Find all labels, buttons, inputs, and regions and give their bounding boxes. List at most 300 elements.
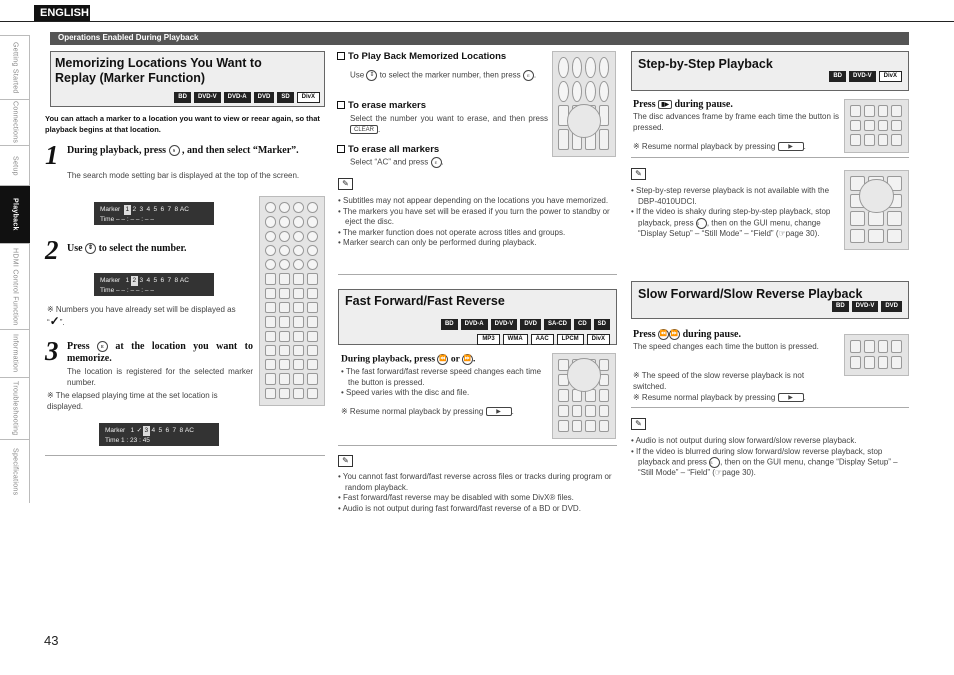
remote-button [585,420,596,432]
remote-button [850,134,861,146]
remote-illustration [552,51,616,157]
remote-button [293,202,304,213]
remote-button [868,229,883,244]
ffwd-badges-2 [345,334,610,345]
section-bar: Operations Enabled During Playback [50,32,909,45]
remote-button [307,259,318,270]
note-item: • Audio is not output during fast forward/fast reverse of a BD or DVD. [338,503,581,513]
step2-number: 2 [45,235,59,265]
marker-number: 2 [132,277,137,284]
remote-button [887,211,902,226]
remote-button [265,331,276,342]
format-badge-dvd: DVD [881,301,902,312]
step-resume-text: ※ Resume normal playback by pressing [633,142,776,151]
remote-button [279,373,290,384]
remote-button [850,120,861,132]
remote-button [293,331,304,342]
sidebar-tab-label: Setup [11,155,19,176]
note-item: • Subtitles may not appear depending on the locations you have memorized. [338,196,609,205]
sidebar-tab-label: Troubleshooting [11,381,19,436]
note-pencil-icon: ✎ [631,168,646,180]
sidebar-tab-label: Getting Started [11,41,19,94]
remote-button [265,231,276,242]
divider [338,274,617,275]
format-badge-sd: SD [277,92,293,103]
remote-button [307,216,318,227]
remote-button [887,229,902,244]
marker-number: 3 [139,206,144,213]
play-memorized-title [337,52,506,63]
step-note-2: • If the video is shaky during step-by-step playback, stop playback, press S , then on the GUI menu, change “Display Setup” – “Still Mode” – “Field” (☞page 30). [631,207,831,238]
erase-all-text-a: Select “AC” and press [350,157,429,167]
sidebar-tab-hdmi-control-function[interactable] [0,243,30,329]
remote-button [864,134,875,146]
step2-note-text: ※ Numbers you have already set will be displayed as “ [47,305,236,327]
note-item: • Speed varies with the disc and file. [341,388,470,397]
marker-number: 8 [174,277,179,284]
remote-button [293,216,304,227]
remote-button [558,405,569,417]
marker-time: Time – – : – – : – – [100,287,154,294]
step1-number: 1 [45,140,59,170]
step-note-2c: page 30). [785,228,820,238]
marker-numbers [124,277,187,284]
setup-button-icon: S [709,457,720,468]
slow-lead [633,329,741,340]
remote-button [265,359,276,370]
play-memorized-title-text: To Play Back Memorized Locations [348,51,507,62]
format-badge-sa-cd: SA-CD [544,319,571,330]
remote-button [850,340,861,353]
remote-button [279,331,290,342]
remote-button [558,129,569,150]
format-badge-dvd: DVD [520,319,541,330]
remote-button [878,340,889,353]
remote-button [307,202,318,213]
marker-number: 3 [139,277,144,284]
marker-number: 1 [130,427,135,434]
step-badges [638,71,902,82]
remote-button [265,316,276,327]
memorize-notes [338,196,617,249]
erase-all-title [337,145,439,156]
remote-illustration [844,170,909,250]
remote-button [307,373,318,384]
remote-button [279,288,290,299]
step-text: The disc advances frame by frame each time the button is pressed. [633,112,839,132]
format-badge-dvd-v: DVD-V [849,71,876,82]
marker-number: 1 [125,206,130,213]
format-badge-cd: CD [574,319,591,330]
remote-button [279,231,290,242]
step1-text [67,145,325,157]
remote-button [599,405,610,417]
remote-button [279,259,290,270]
remote-button [572,420,583,432]
remote-button [878,120,889,132]
ffwd-header [338,289,617,345]
remote-button [850,105,861,117]
remote-button [558,81,569,102]
sidebar-tab-setup[interactable] [0,145,30,185]
sidebar-tab-playback[interactable] [0,185,30,243]
remote-button [265,216,276,227]
remote-button [878,356,889,369]
remote-button [265,345,276,356]
slow-lead-a: Press [633,329,656,340]
note-item: • Fast forward/fast reverse may be disabled with some DivX® files. [338,493,574,502]
remote-button [279,202,290,213]
remote-illustration [259,196,325,406]
play-button-icon: ▶ [486,407,512,416]
note-item: • Marker search can only be performed during playback. [338,238,537,247]
remote-button [307,388,318,399]
memorize-intro: You can attach a marker to a location you want to view or reear again, so that playback begins at that location. [45,114,320,134]
remote-button [558,389,569,401]
step-header [631,51,909,91]
step-button-icon: ▮▶ [658,100,672,109]
slow-badges [638,301,902,312]
remote-button [891,105,902,117]
marker-number: AC [179,206,189,213]
step-lead-a: Press [633,99,656,110]
remote-button [599,81,610,102]
format-badge-bd: BD [829,71,846,82]
sidebar-tab-label: HDMI Control Function [11,247,19,326]
sidebar-tab-getting-started[interactable] [0,35,30,99]
marker-number: 3 [144,427,149,434]
erase-text-a: Select the number you want to erase, and then press [350,114,548,123]
marker-number: 7 [172,427,177,434]
marker-number: 5 [158,427,163,434]
step3-text-a: Press [67,341,90,352]
format-badge-divx: DivX [297,92,320,103]
marker-bar-3 [99,423,219,446]
remote-button [868,211,883,226]
marker-number: 8 [174,206,179,213]
step-lead-b: during pause. [674,99,733,110]
ffwd-resume: ※ Resume normal playback by pressing ▶ . [341,407,514,416]
step-note-2a: If the video is shaky during step-by-step playback, stop playback, press [636,207,831,228]
step2-text-b: to select the number. [98,243,187,254]
search-button-icon: S [169,145,180,156]
enter-button-icon: E [97,341,108,352]
marker-number: 8 [179,427,184,434]
remote-button [293,259,304,270]
slow-note1: ※ The speed of the slow reverse playback is not switched. [633,371,805,391]
note-item: • The fast forward/fast reverse speed changes each time the button is pressed. [341,367,542,387]
remote-button [307,245,318,256]
remote-button [265,288,276,299]
marker-number: AC [184,427,194,434]
slow-note-2a: If the video is blurred during slow forward/slow reverse playback, stop playback and press [636,446,883,467]
marker-bar-1 [94,202,214,225]
ffwd-notes [338,472,617,514]
remote-button [585,81,596,102]
remote-button [307,345,318,356]
remote-button [307,231,318,242]
erase-markers-text: Select the number you want to erase, and then press CLEAR . [350,114,548,134]
marker-label: Marker [100,206,121,213]
enter-button-icon: E [431,157,442,168]
memorize-badges [55,92,320,103]
remote-nav-wheel [567,104,601,138]
format-badge-divx: DivX [587,334,610,345]
sidebar-tab-label: Specifications [11,447,19,496]
remote-button [307,331,318,342]
format-badge-wma: WMA [503,334,528,345]
remote-button [850,229,865,244]
step-resume: ※ Resume normal playback by pressing ▶ . [633,142,806,151]
remote-button [265,373,276,384]
note-pencil-icon: ✎ [338,455,353,467]
format-badge-sd: SD [594,319,610,330]
step3-number: 3 [45,336,59,366]
marker-number: 6 [165,427,170,434]
step1-text-b: , and then select “Marker”. [182,145,299,156]
marker-time: Time – – : – – : – – [100,216,154,223]
format-badge-dvd-v: DVD-V [852,301,879,312]
sidebar [0,35,30,503]
step2-text [67,243,187,254]
remote-button [850,211,865,226]
page-number: 43 [44,633,59,648]
remote-button [293,273,304,284]
step1-sub: The search mode setting bar is displayed at the top of the screen. [67,171,300,180]
note-pencil-icon: ✎ [631,418,646,430]
remote-button [265,273,276,284]
remote-button [293,288,304,299]
remote-nav-wheel [567,358,601,392]
divider [45,455,325,456]
marker-number: AC [179,277,189,284]
remote-button [864,105,875,117]
format-badge-dvd-v: DVD-V [194,92,221,103]
remote-button [293,373,304,384]
remote-button [279,345,290,356]
format-badge-dvd-v: DVD-V [491,319,518,330]
step3-note: ※ The elapsed playing time at the set location is displayed. [47,391,218,411]
enter-button-icon: E [523,70,534,81]
play-text-a: Use [350,70,365,80]
remote-button [279,388,290,399]
step-notes [631,186,839,239]
erase-all-title-text: To erase all markers [348,144,440,155]
remote-button [293,388,304,399]
remote-button [279,245,290,256]
memorize-header [50,51,325,107]
remote-illustration [844,334,909,376]
remote-button [891,134,902,146]
ffwd-bullets [341,367,546,399]
remote-button [599,389,610,401]
remote-button [558,420,569,432]
slow-note-2c: page 30). [722,468,756,478]
remote-button [599,129,610,150]
marker-number: 5 [153,277,158,284]
sidebar-tab-label: Connections [11,101,19,144]
remote-button [307,273,318,284]
remote-button [293,245,304,256]
remote-button [599,57,610,78]
fast-forward-button-icon: ⏩ [669,329,680,340]
remote-button [891,120,902,132]
setup-button-icon: S [696,218,707,229]
up-down-buttons-icon: ⇕ [366,70,377,81]
slow-note-1: • Audio is not output during slow forward/slow reverse playback. [631,436,857,445]
marker-number: 6 [160,206,165,213]
format-badge-bd: BD [832,301,849,312]
divider [338,445,617,446]
step-note-1: • Step-by-step reverse playback is not available with the DBP-4010UDCI. [631,186,830,206]
marker-label: Marker [100,277,121,284]
remote-button [293,345,304,356]
slow-header [631,281,909,319]
remote-button [265,245,276,256]
step3-sub: The location is registered for the selected marker number. [67,367,253,387]
remote-button [864,356,875,369]
language-tab: ENGLISH [34,5,90,22]
remote-button [307,316,318,327]
remote-button [265,202,276,213]
divider [631,157,909,158]
marker-time: Time 1 : 23 : 45 [105,437,150,444]
slow-title: Slow Forward/Slow Reverse Playback [638,287,863,301]
marker-number: 4 [146,206,151,213]
remote-button [279,273,290,284]
marker-numbers [129,427,192,434]
remote-button [265,259,276,270]
note-item: • The markers you have set will be erased if you turn the power to standby or eject the disc. [338,206,610,226]
ffwd-lead: During playback, press ⏪ or ⏩ . [341,354,476,365]
remote-button [585,57,596,78]
remote-button [307,302,318,313]
remote-button [279,216,290,227]
remote-button [293,359,304,370]
remote-illustration [552,353,616,439]
note-pencil-icon: ✎ [338,178,353,190]
marker-number: ✓ [136,427,143,434]
erase-all-text: Select “AC” and press E . [350,157,444,167]
remote-button [265,388,276,399]
remote-button [891,340,902,353]
sidebar-tab-connections[interactable] [0,99,30,145]
rewind-button-icon: ⏪ [658,329,669,340]
remote-illustration [844,99,909,153]
step3-text [67,341,253,365]
sidebar-tab-information[interactable] [0,329,30,377]
remote-button [279,359,290,370]
step-lead [633,99,733,110]
slow-notes [631,436,909,479]
remote-nav-wheel [859,179,894,214]
play-memorized-text: Use ⇕ to select the marker number, then press E . [350,70,537,80]
reference-page-icon: ☞ [778,228,786,238]
remote-button [878,105,889,117]
step1-text-a: During playback, press [67,145,167,156]
sidebar-tab-troubleshooting[interactable] [0,377,30,439]
remote-button [864,120,875,132]
remote-button [572,57,583,78]
step2-note-end: ”. [59,317,65,327]
step2-note [47,305,255,328]
marker-number: 4 [151,427,156,434]
sidebar-tab-specifications[interactable] [0,439,30,503]
format-badge-bd: BD [441,319,458,330]
slow-lead-b: during pause. [682,329,741,340]
play-button-icon: ▶ [778,393,804,402]
marker-number: 1 [125,277,130,284]
remote-button [293,231,304,242]
sidebar-tab-label: Playback [11,198,19,231]
slow-resume: ※ Resume normal playback by pressing ▶ . [633,393,806,402]
ffwd-title: Fast Forward/Fast Reverse [345,294,505,308]
checkmark-icon: ✓ [49,313,60,328]
ffwd-lead-or: or [450,354,460,365]
remote-button [572,405,583,417]
format-badge-dvd-a: DVD-A [461,319,488,330]
step-note-2b: , then on the GUI menu, change “Display Setup” – “Still Mode” – “Field” ( [638,218,821,238]
ffwd-resume-text: ※ Resume normal playback by pressing [341,407,484,416]
divider [631,407,909,408]
erase-markers-title [337,101,426,112]
marker-bar-2 [94,273,214,296]
slow-note-2: • If the video is blurred during slow forward/slow reverse playback, stop playback and press S , then on the GUI menu, change “Display Setup” – “Still Mode” – “Field” (☞page 30). [631,446,898,478]
step2-text-a: Use [67,243,83,254]
remote-button [279,316,290,327]
play-button-icon: ▶ [778,142,804,151]
format-badge-aac: AAC [531,334,554,345]
marker-number: 6 [160,277,165,284]
marker-number: 7 [167,277,172,284]
slow-text: The speed changes each time the button is pressed. [633,342,819,351]
remote-button [558,57,569,78]
memorize-title: Memorizing Locations You Want to Replay (Marker Function) [55,56,262,85]
remote-button [891,356,902,369]
ffwd-badges [345,319,610,330]
header-rule [0,21,954,22]
erase-title-text: To erase markers [348,100,426,111]
remote-button [293,316,304,327]
step-title: Step-by-Step Playback [638,57,773,71]
remote-button [864,340,875,353]
remote-button [878,134,889,146]
format-badge-dvd: DVD [254,92,275,103]
play-text-b: to select the marker number, then press [379,70,521,80]
remote-button [279,302,290,313]
rewind-button-icon: ⏪ [437,354,448,365]
remote-button [850,356,861,369]
remote-button [307,288,318,299]
format-badge-lpcm: LPCM [557,334,584,345]
marker-number: 4 [146,277,151,284]
marker-number: 5 [153,206,158,213]
sidebar-tab-label: Information [11,334,19,373]
marker-number: 2 [132,206,137,213]
marker-number: 7 [167,206,172,213]
slow-note-2b: , then on the GUI menu, change “Display Setup” – “Still Mode” – “Field” ( [638,457,898,478]
remote-button [293,302,304,313]
fast-forward-button-icon: ⏩ [462,354,473,365]
slow-resume-text: ※ Resume normal playback by pressing [633,393,776,402]
marker-label: Marker [105,427,126,434]
note-item: • You cannot fast forward/fast reverse across files or tracks during program or random playback. [338,472,612,492]
clear-button-icon: CLEAR [350,125,378,134]
remote-button [572,81,583,102]
ffwd-lead-a: During playback, press [341,354,436,365]
remote-button [307,359,318,370]
format-badge-dvd-a: DVD-A [224,92,251,103]
